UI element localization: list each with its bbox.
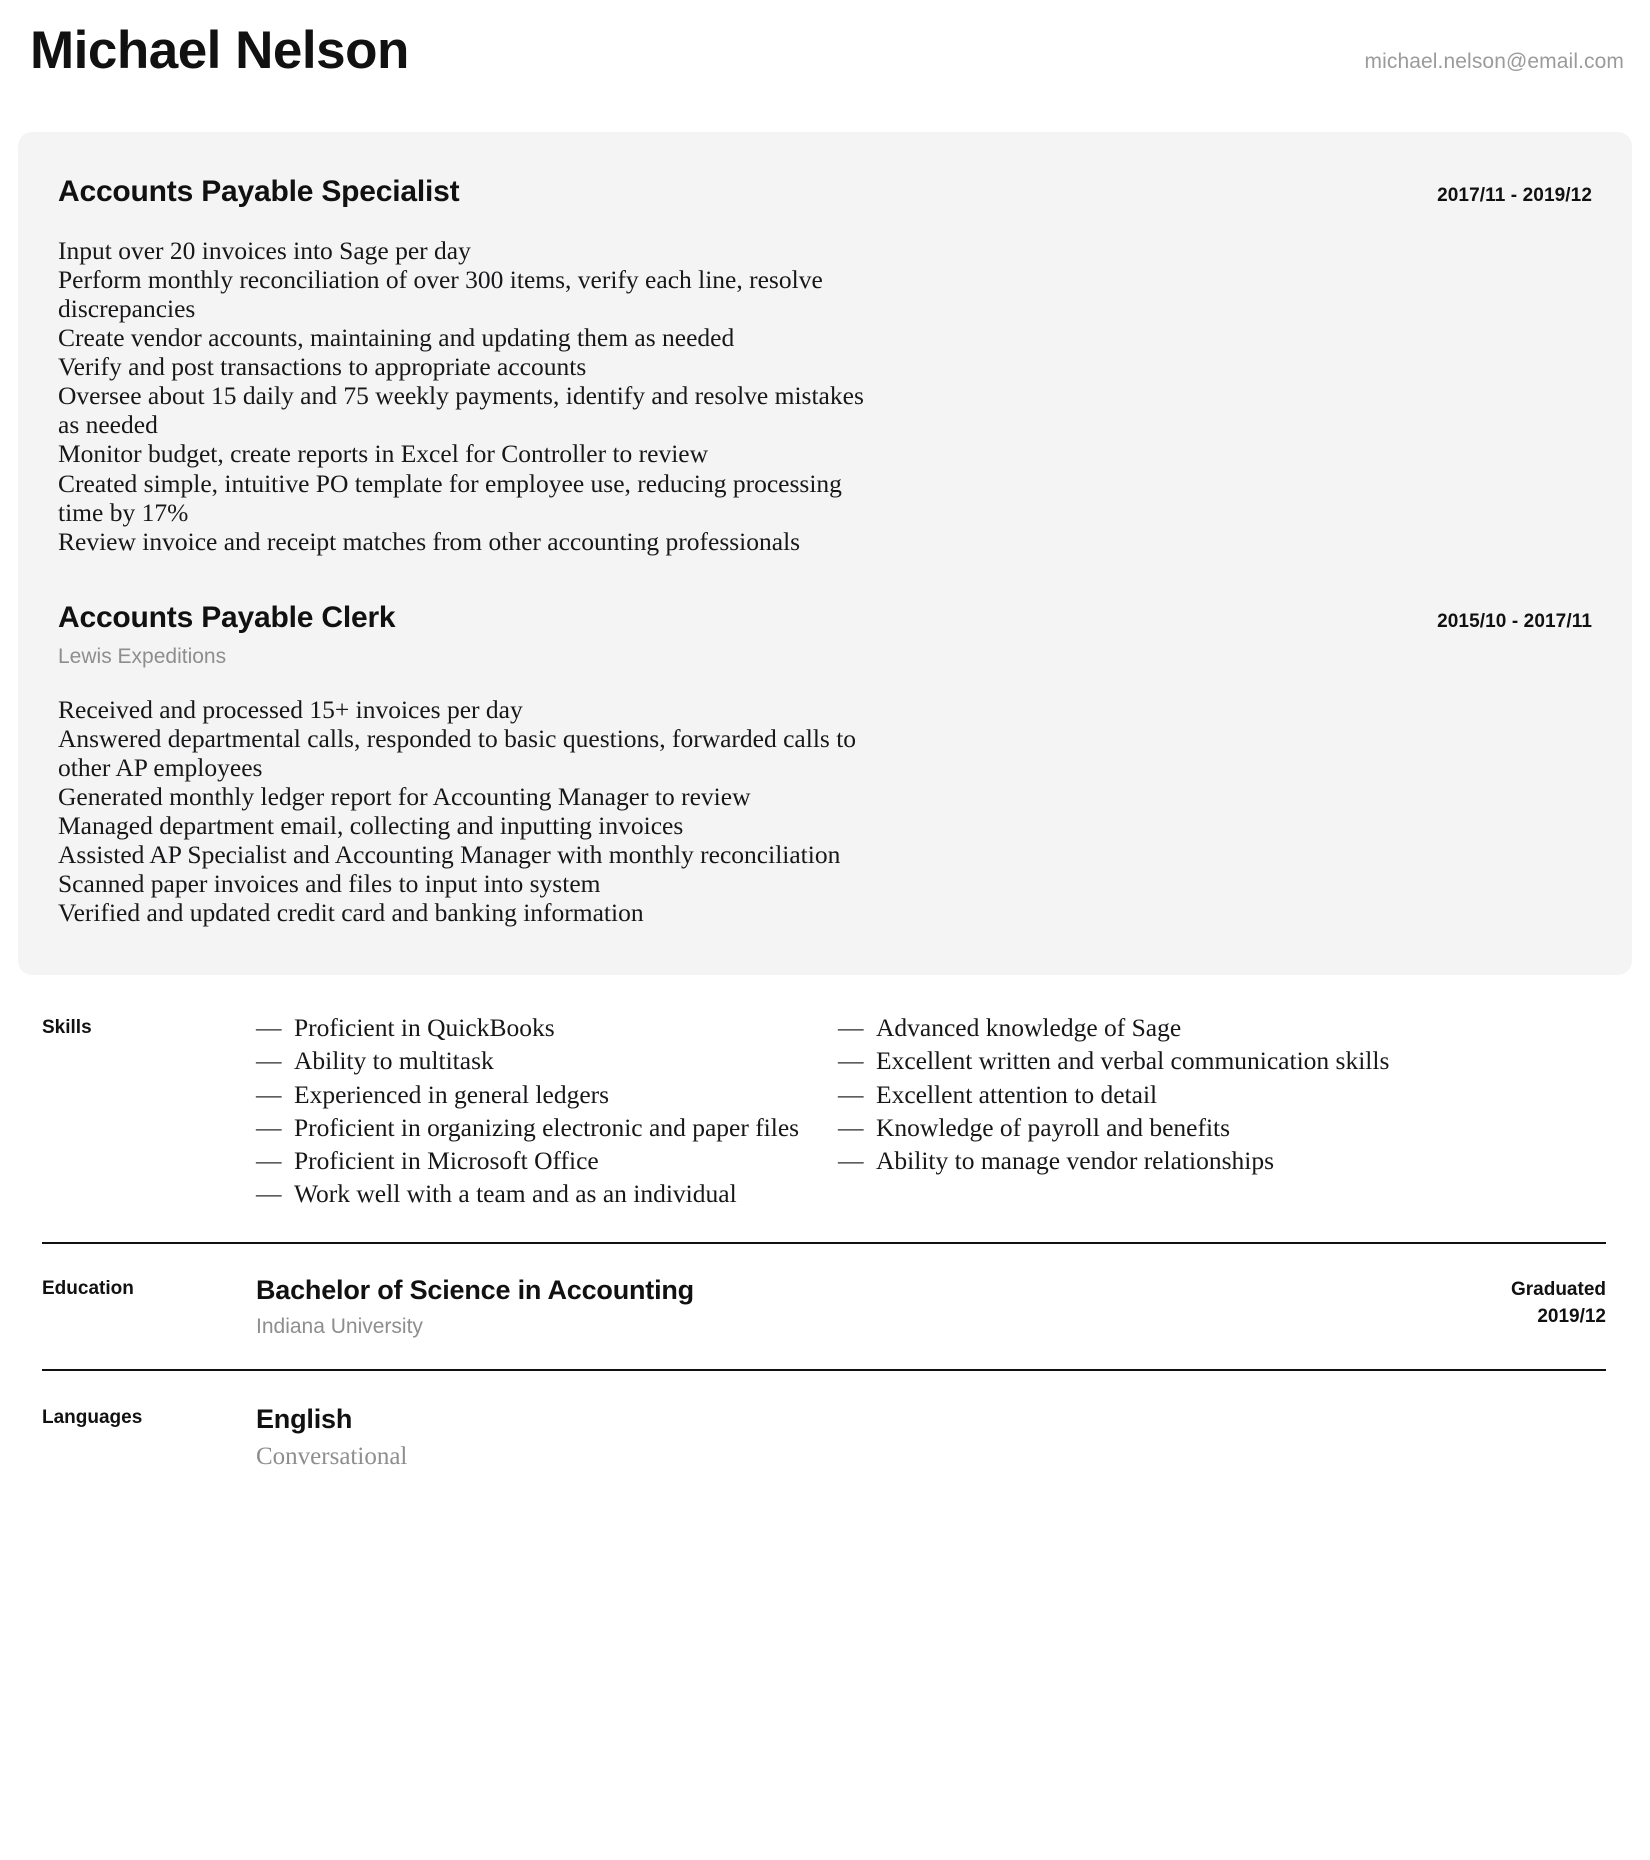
skill-label: Work well with a team and as an individual [294,1178,737,1208]
education-status-label: Graduated [1510,1278,1606,1300]
job-description-line: Verified and updated credit card and banking information [58,898,644,928]
skill-label: Ability to multitask [294,1046,494,1076]
dash-icon: — [256,1112,282,1142]
skill-label: Knowledge of payroll and benefits [876,1112,1231,1142]
job-description-line: time by 17% [58,497,189,527]
languages-label: Languages [42,1407,143,1429]
languages-body [256,1403,1606,1471]
job-description [58,236,1068,556]
job-description-line: Monitor budget, create reports in Excel for Controller to review [58,439,709,469]
dash-icon: — [838,1112,864,1142]
job-dates: 2015/10 - 2017/11 [1437,610,1592,632]
job-company: Lewis Expeditions [58,644,227,668]
dash-icon: — [838,1079,864,1109]
skill-label: Proficient in organizing electronic and paper files [294,1112,800,1142]
skills-body [256,1013,1606,1211]
languages-section [18,1403,1632,1471]
language-level: Conversational [256,1442,408,1470]
job-description-line: Answered departmental calls, responded to basic questions, forwarded calls to [58,723,857,753]
job-description-line: Assisted AP Specialist and Accounting Manager with monthly reconciliation [58,840,841,870]
list-item [838,1046,1398,1075]
education-school: Indiana University [256,1315,423,1339]
page-title: Michael Nelson [30,21,409,80]
job-description-line: Input over 20 invoices into Sage per day [58,236,471,265]
job-description-line: Created simple, intuitive PO template for employee use, reducing processing [58,468,842,498]
education-status [1511,1274,1606,1331]
job-description [58,695,1068,928]
skills-column-right [816,1013,1398,1211]
list-item [838,1146,1398,1175]
education-body [256,1274,1606,1340]
skill-label: Excellent written and verbal communication skills [876,1046,1390,1076]
job-description-line: Verify and post transactions to appropriate accounts [58,352,587,382]
skills-columns [256,1013,1606,1211]
education-degree: Bachelor of Science in Accounting [256,1274,694,1305]
skill-label: Proficient in Microsoft Office [294,1145,599,1175]
dash-icon: — [838,1013,864,1043]
list-item [256,1046,816,1075]
education-section [18,1274,1632,1340]
job-dates: 2017/11 - 2019/12 [1437,185,1592,206]
dash-icon: — [838,1046,864,1076]
job-description-line: Received and processed 15+ invoices per day [58,694,523,724]
skill-label: Ability to manage vendor relationships [876,1145,1275,1175]
education-main [256,1274,1511,1340]
resume-header [18,0,1632,110]
job-description-line: Review invoice and receipt matches from other accounting professionals [58,526,801,556]
list-item [838,1113,1398,1142]
job-description-line: Scanned paper invoices and files to input into system [58,869,601,899]
experience-item [58,600,1592,928]
experience-item-header [58,174,1592,210]
dash-icon: — [256,1046,282,1076]
skill-label: Proficient in QuickBooks [294,1013,555,1043]
contact-email[interactable]: michael.nelson@email.com [1364,50,1624,73]
skill-label: Advanced knowledge of Sage [876,1013,1182,1043]
education-label: Education [42,1277,134,1299]
education-status-date: 2019/12 [1537,1306,1606,1328]
divider [42,1242,1606,1244]
job-description-line: as needed [58,410,158,440]
divider [42,1369,1606,1371]
skills-label: Skills [42,1017,92,1039]
language-item [256,1403,1606,1471]
dash-icon: — [256,1013,282,1043]
job-description-line: Managed department email, collecting and inputting invoices [58,811,684,841]
job-description-line: Create vendor accounts, maintaining and updating them as needed [58,323,735,353]
job-description-line: Perform monthly reconciliation of over 300 items, verify each line, resolve [58,265,823,295]
language-name: English [256,1404,353,1435]
job-title: Accounts Payable Clerk [58,600,396,634]
skills-column-left [256,1013,816,1211]
skill-label: Experienced in general ledgers [294,1079,610,1109]
experience-item-header [58,600,1592,636]
experience-card [18,132,1632,975]
job-description-line: Oversee about 15 daily and 75 weekly payments, identify and resolve mistakes [58,381,864,411]
dash-icon: — [256,1079,282,1109]
education-item [256,1274,1606,1340]
list-item [838,1080,1398,1109]
list-item [256,1113,816,1142]
list-item [256,1179,816,1208]
list-item [256,1146,816,1175]
experience-item [58,174,1592,556]
job-description-line: other AP employees [58,753,263,782]
dash-icon: — [256,1145,282,1175]
skills-section [18,1013,1632,1211]
skill-label: Excellent attention to detail [876,1079,1158,1109]
list-item [256,1080,816,1109]
list-item [838,1013,1398,1042]
job-title: Accounts Payable Specialist [58,175,460,208]
dash-icon: — [256,1178,282,1208]
job-description-line: Generated monthly ledger report for Accounting Manager to review [58,782,751,812]
dash-icon: — [838,1145,864,1175]
job-description-line: discrepancies [58,294,196,324]
list-item [256,1013,816,1042]
